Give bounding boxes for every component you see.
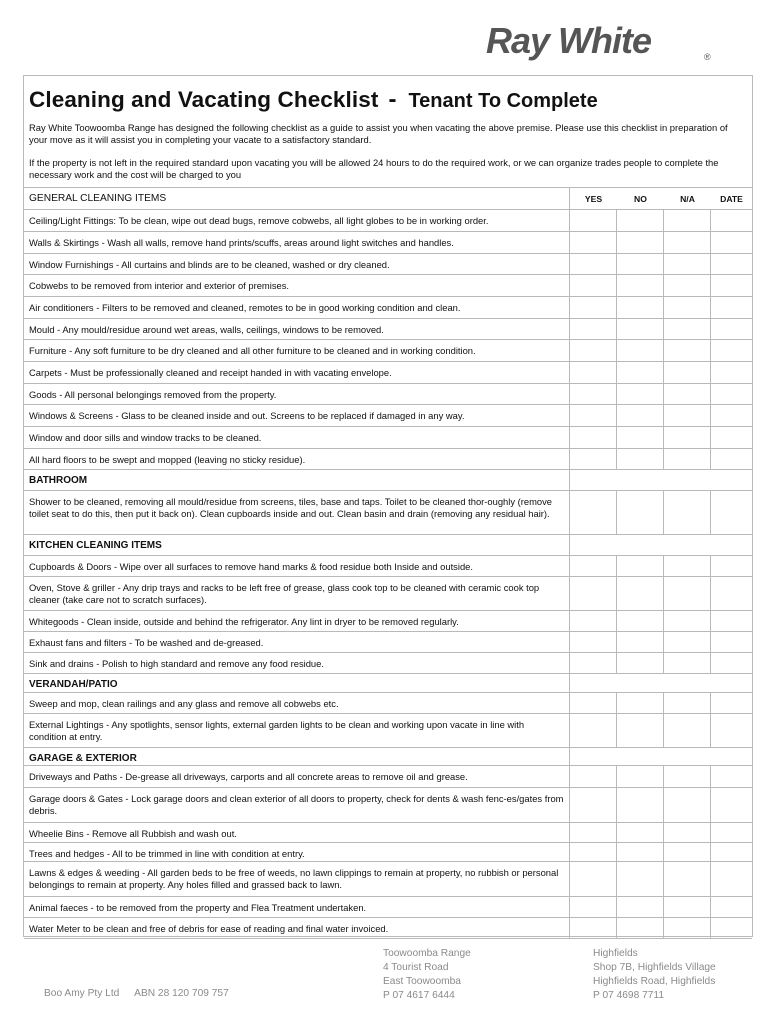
checklist-item-text: Furniture - Any soft furniture to be dry cleaned and all other furniture to be cleaned and in working condition. [24, 340, 570, 361]
check-cell-date[interactable] [711, 254, 752, 274]
column-label: YES [584, 194, 603, 204]
checklist-item-text: Whitegoods - Clean inside, outside and behind the refrigerator. Any lint in dryer to be removed regularly. [24, 611, 570, 631]
check-cell-no[interactable] [617, 788, 664, 822]
check-cell-yes[interactable] [570, 611, 617, 631]
checklist-item-text: Oven, Stove & griller - Any drip trays and racks to be left free of grease, glass cook top to be cleaned with ceramic cook top cleaner (take care not to scratch surfaces). [24, 577, 570, 610]
checklist-row [24, 556, 752, 577]
checklist-item-text: Sink and drains - Polish to high standard and remove any food residue. [24, 653, 570, 673]
checklist-item-text: Sweep and mop, clean railings and any glass and remove all cobwebs etc. [24, 693, 570, 713]
check-cell-yes[interactable] [570, 788, 617, 822]
check-cell-yes[interactable] [570, 210, 617, 231]
section-blank-cell [617, 470, 664, 490]
check-cell-no[interactable] [617, 653, 664, 673]
checklist-row [24, 823, 752, 843]
check-cell-no[interactable] [617, 297, 664, 318]
ray-white-logo [486, 20, 716, 64]
check-cell-na[interactable] [664, 319, 711, 339]
check-cell-no[interactable] [617, 405, 664, 426]
checklist-row [24, 427, 752, 449]
check-cell-no[interactable] [617, 577, 664, 610]
column-header-date [711, 188, 752, 209]
section-blank-cell [617, 535, 664, 555]
checklist-item-text: Walls & Skirtings - Wash all walls, remove hand prints/scuffs, areas around light switches and handles. [24, 232, 570, 253]
checklist-sheet [23, 75, 753, 937]
check-cell-no[interactable] [617, 210, 664, 231]
check-cell-date[interactable] [711, 823, 752, 842]
section-title: VERANDAH/PATIO [24, 674, 570, 692]
checklist-item-text: Cobwebs to be removed from interior and exterior of premises. [24, 275, 570, 296]
check-cell-na[interactable] [664, 843, 711, 861]
section-blank-cell [711, 470, 752, 490]
check-cell-date[interactable] [711, 862, 752, 896]
section-header-garage [24, 748, 752, 766]
check-cell-yes[interactable] [570, 232, 617, 253]
check-cell-no[interactable] [617, 918, 664, 938]
check-cell-no[interactable] [617, 693, 664, 713]
check-cell-no[interactable] [617, 843, 664, 861]
check-cell-no[interactable] [617, 714, 664, 747]
checklist-item-text: Trees and hedges - All to be trimmed in line with condition at entry. [24, 843, 570, 861]
check-cell-na[interactable] [664, 788, 711, 822]
check-cell-yes[interactable] [570, 384, 617, 404]
check-cell-date[interactable] [711, 632, 752, 652]
section-blank-cell [664, 674, 711, 692]
section-header-kitchen [24, 535, 752, 556]
check-cell-yes[interactable] [570, 297, 617, 318]
check-cell-na[interactable] [664, 632, 711, 652]
checklist-item-text: Mould - Any mould/residue around wet areas, walls, ceilings, windows to be removed. [24, 319, 570, 339]
checklist-item-text: External Lightings - Any spotlights, sensor lights, external garden lights to be clean and working upon vacate in line with condition at entry. [24, 714, 570, 747]
checklist-item-text: Air conditioners - Filters to be removed and cleaned, remotes to be in good working condition and clean. [24, 297, 570, 318]
check-cell-na[interactable] [664, 362, 711, 383]
check-cell-na[interactable] [664, 232, 711, 253]
office-address-line-2: Highfields Road, Highfields [593, 976, 716, 987]
check-cell-date[interactable] [711, 693, 752, 713]
page-title [29, 86, 598, 114]
check-cell-na[interactable] [664, 491, 711, 534]
check-cell-date[interactable] [711, 918, 752, 938]
check-cell-date[interactable] [711, 577, 752, 610]
section-blank-cell [570, 470, 617, 490]
check-cell-yes[interactable] [570, 577, 617, 610]
column-header-na [664, 188, 711, 209]
checklist-row [24, 297, 752, 319]
check-cell-na[interactable] [664, 918, 711, 938]
checklist-row [24, 384, 752, 405]
check-cell-date[interactable] [711, 491, 752, 534]
check-cell-date[interactable] [711, 611, 752, 631]
check-cell-yes[interactable] [570, 449, 617, 469]
section-blank-cell [617, 748, 664, 765]
office-highfields [593, 947, 716, 1003]
check-cell-na[interactable] [664, 405, 711, 426]
check-cell-date[interactable] [711, 653, 752, 673]
check-cell-no[interactable] [617, 275, 664, 296]
check-cell-na[interactable] [664, 297, 711, 318]
checklist-row [24, 491, 752, 535]
check-cell-no[interactable] [617, 862, 664, 896]
check-cell-date[interactable] [711, 714, 752, 747]
checklist-item-text: Water Meter to be clean and free of debris for ease of reading and final water invoiced. [24, 918, 570, 938]
checklist-row [24, 340, 752, 362]
section-title: BATHROOM [24, 470, 570, 490]
check-cell-no[interactable] [617, 232, 664, 253]
office-toowoomba-range [383, 947, 471, 1003]
check-cell-na[interactable] [664, 449, 711, 469]
checklist-row [24, 577, 752, 611]
column-label: NO [634, 194, 647, 204]
section-blank-cell [664, 470, 711, 490]
check-cell-no[interactable] [617, 340, 664, 361]
check-cell-date[interactable] [711, 384, 752, 404]
check-cell-yes[interactable] [570, 275, 617, 296]
check-cell-yes[interactable] [570, 632, 617, 652]
check-cell-na[interactable] [664, 897, 711, 917]
check-cell-yes[interactable] [570, 897, 617, 917]
checklist-item-text: Cupboards & Doors - Wipe over all surfaces to remove hand marks & food residue both Inside and outside. [24, 556, 570, 576]
section-blank-cell [617, 674, 664, 692]
checklist-row [24, 232, 752, 254]
intro-paragraph-1: Ray White Toowoomba Range has designed the following checklist as a guide to assist you when vacating the above premise. Please use this checklist in preparation of your move as it will assist you in completing your vacate to a satisfactory standard. [29, 122, 728, 145]
check-cell-no[interactable] [617, 384, 664, 404]
check-cell-yes[interactable] [570, 766, 617, 787]
check-cell-no[interactable] [617, 823, 664, 842]
checklist-row [24, 653, 752, 674]
check-cell-na[interactable] [664, 714, 711, 747]
section-blank-cell [711, 674, 752, 692]
check-cell-yes[interactable] [570, 843, 617, 861]
checklist-row [24, 319, 752, 340]
check-cell-date[interactable] [711, 843, 752, 861]
check-cell-na[interactable] [664, 384, 711, 404]
checklist-row [24, 275, 752, 297]
check-cell-na[interactable] [664, 766, 711, 787]
section-title: GARAGE & EXTERIOR [24, 748, 570, 765]
checklist-item-text: Wheelie Bins - Remove all Rubbish and wash out. [24, 823, 570, 842]
check-cell-na[interactable] [664, 693, 711, 713]
checklist-row [24, 714, 752, 748]
check-cell-yes[interactable] [570, 491, 617, 534]
check-cell-no[interactable] [617, 319, 664, 339]
checklist-row [24, 862, 752, 897]
checklist-row [24, 632, 752, 653]
check-cell-date[interactable] [711, 766, 752, 787]
checklist-item-text: Animal faeces - to be removed from the property and Flea Treatment undertaken. [24, 897, 570, 917]
logo-text: Ray White [486, 20, 652, 61]
column-label: N/A [680, 194, 695, 204]
checklist-row [24, 405, 752, 427]
check-cell-yes[interactable] [570, 254, 617, 274]
section-title: GENERAL CLEANING ITEMS [24, 188, 570, 209]
check-cell-no[interactable] [617, 766, 664, 787]
checklist-row [24, 449, 752, 470]
checklist-item-text: All hard floors to be swept and mopped (leaving no sticky residue). [24, 449, 570, 469]
registered-mark: ® [704, 52, 711, 62]
check-cell-yes[interactable] [570, 862, 617, 896]
check-cell-yes[interactable] [570, 340, 617, 361]
check-cell-na[interactable] [664, 577, 711, 610]
check-cell-no[interactable] [617, 362, 664, 383]
check-cell-date[interactable] [711, 897, 752, 917]
check-cell-no[interactable] [617, 254, 664, 274]
check-cell-yes[interactable] [570, 427, 617, 448]
check-cell-date[interactable] [711, 405, 752, 426]
check-cell-date[interactable] [711, 556, 752, 576]
check-cell-no[interactable] [617, 897, 664, 917]
checklist-row [24, 766, 752, 788]
title-main: Cleaning and Vacating Checklist [29, 87, 379, 112]
check-cell-yes[interactable] [570, 823, 617, 842]
check-cell-na[interactable] [664, 611, 711, 631]
column-label: DATE [720, 194, 743, 204]
section-header-bathroom [24, 470, 752, 491]
check-cell-yes[interactable] [570, 693, 617, 713]
checklist-row [24, 362, 752, 384]
checklist-item-text: Driveways and Paths - De-grease all driveways, carports and all concrete areas to remove oil and grease. [24, 766, 570, 787]
checklist-item-text: Shower to be cleaned, removing all mould/residue from screens, tiles, base and taps. Toilet to be cleaned thor-oughly (remove toilet seat to do this, then put it back on). Clean cupboards inside and out. Clean basin and drain (removing any residual hair). [24, 491, 570, 534]
section-blank-cell [664, 748, 711, 765]
checklist-item-text: Exhaust fans and filters - To be washed and de-greased. [24, 632, 570, 652]
section-blank-cell [570, 674, 617, 692]
checklist-item-text: Window and door sills and window tracks to be cleaned. [24, 427, 570, 448]
office-phone: P 07 4617 6444 [383, 990, 455, 1001]
check-cell-yes[interactable] [570, 319, 617, 339]
check-cell-na[interactable] [664, 427, 711, 448]
check-cell-yes[interactable] [570, 714, 617, 747]
check-cell-date[interactable] [711, 788, 752, 822]
check-cell-date[interactable] [711, 297, 752, 318]
office-address-line-1: 4 Tourist Road [383, 962, 449, 973]
checklist-row [24, 918, 752, 939]
check-cell-date[interactable] [711, 340, 752, 361]
section-blank-cell [570, 748, 617, 765]
check-cell-no[interactable] [617, 491, 664, 534]
footer-company [44, 987, 229, 1001]
company-abn: ABN 28 120 709 757 [134, 988, 229, 999]
section-blank-cell [664, 535, 711, 555]
check-cell-na[interactable] [664, 823, 711, 842]
office-name: Highfields [593, 948, 638, 959]
section-title: KITCHEN CLEANING ITEMS [24, 535, 570, 555]
section-blank-cell [570, 535, 617, 555]
check-cell-na[interactable] [664, 210, 711, 231]
checklist-item-text: Lawns & edges & weeding - All garden beds to be free of weeds, no lawn clippings to remain at property, no rubbish or personal belongings to remain at property. Any holes filled and grassed back to lawn. [24, 862, 570, 896]
check-cell-date[interactable] [711, 210, 752, 231]
check-cell-na[interactable] [664, 275, 711, 296]
check-cell-date[interactable] [711, 319, 752, 339]
checklist-item-text: Goods - All personal belongings removed from the property. [24, 384, 570, 404]
check-cell-yes[interactable] [570, 556, 617, 576]
intro-paragraph-2: If the property is not left in the required standard upon vacating you will be allowed 24 hours to do the required work, or we can organize trades people to complete the necessary work and the cost will be charged to you [29, 157, 719, 180]
checklist-item-text: Carpets - Must be professionally cleaned and receipt handed in with vacating envelope. [24, 362, 570, 383]
check-cell-date[interactable] [711, 427, 752, 448]
office-name: Toowoomba Range [383, 948, 471, 959]
section-blank-cell [711, 748, 752, 765]
check-cell-yes[interactable] [570, 362, 617, 383]
checklist-item-text: Window Furnishings - All curtains and blinds are to be cleaned, washed or dry cleaned. [24, 254, 570, 274]
check-cell-na[interactable] [664, 556, 711, 576]
checklist-row [24, 693, 752, 714]
check-cell-date[interactable] [711, 275, 752, 296]
check-cell-date[interactable] [711, 449, 752, 469]
check-cell-yes[interactable] [570, 918, 617, 938]
section-header-general [24, 188, 752, 210]
section-header-verandah [24, 674, 752, 693]
check-cell-no[interactable] [617, 632, 664, 652]
office-address-line-1: Shop 7B, Highfields Village [593, 962, 716, 973]
office-phone: P 07 4698 7711 [593, 990, 665, 1001]
check-cell-no[interactable] [617, 611, 664, 631]
checklist-row [24, 254, 752, 275]
checklist-row [24, 843, 752, 862]
check-cell-no[interactable] [617, 449, 664, 469]
checklist-row [24, 897, 752, 918]
checklist-item-text: Ceiling/Light Fittings: To be clean, wipe out dead bugs, remove cobwebs, all light globes to be in working order. [24, 210, 570, 231]
check-cell-no[interactable] [617, 427, 664, 448]
check-cell-na[interactable] [664, 254, 711, 274]
company-name: Boo Amy Pty Ltd [44, 988, 120, 999]
check-cell-na[interactable] [664, 862, 711, 896]
title-sub: Tenant To Complete [408, 90, 598, 112]
check-cell-na[interactable] [664, 653, 711, 673]
checklist-row [24, 210, 752, 232]
check-cell-date[interactable] [711, 362, 752, 383]
check-cell-yes[interactable] [570, 653, 617, 673]
check-cell-no[interactable] [617, 556, 664, 576]
office-address-line-2: East Toowoomba [383, 976, 461, 987]
checklist-item-text: Windows & Screens - Glass to be cleaned inside and out. Screens to be replaced if damaged in any way. [24, 405, 570, 426]
title-separator: - [388, 86, 397, 113]
checklist-item-text: Garage doors & Gates - Lock garage doors and clean exterior of all doors to property, check for dents & wash fenc-es/gates from debris. [24, 788, 570, 822]
check-cell-date[interactable] [711, 232, 752, 253]
column-header-yes [570, 188, 617, 209]
checklist-row [24, 788, 752, 823]
check-cell-yes[interactable] [570, 405, 617, 426]
check-cell-na[interactable] [664, 340, 711, 361]
column-header-no [617, 188, 664, 209]
section-blank-cell [711, 535, 752, 555]
checklist-table [24, 187, 752, 939]
checklist-row [24, 611, 752, 632]
